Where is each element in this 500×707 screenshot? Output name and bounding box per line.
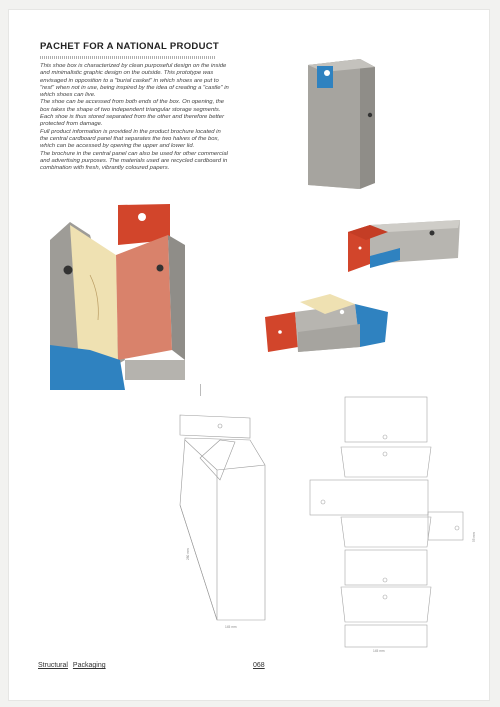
dieline-drawing (305, 392, 480, 654)
paragraph-3: Full product information is provided in the product brochure located in the central cardboard panel that separates the two halves of the box, which can be accessed by opening the upper and lower lid. (40, 128, 221, 150)
page-number: 068 (253, 662, 265, 669)
footer-section-a[interactable]: Structural (38, 662, 68, 669)
scale-mark (200, 384, 207, 396)
dieline-dimension-width: 145 mm (373, 649, 385, 653)
opened-lids-photo (260, 292, 395, 362)
open-box-photo (50, 200, 190, 390)
drawer-box-photo (340, 220, 465, 280)
closed-box-photo (300, 55, 382, 193)
footer-section (38, 662, 106, 669)
page-title: PACHET FOR A NATIONAL PRODUCT (40, 41, 219, 52)
drawing-dimension-height: 280 mm (186, 548, 190, 560)
paragraph-2: The shoe can be accessed from both ends of the box. On opening, the box takes the shape of two independent triangular storage segments. Each shoe is thus stored separated from the other and therefore better protected from damage. (40, 99, 225, 128)
footer-section-b[interactable]: Packaging (72, 662, 106, 669)
paragraph-1: This shoe box is characterized by clean purposeful design on the inside and minimalistic graphic design on the outside. This prototype was envisaged in opposition to a "burial casket" in which shoes are put to "rest" when not in use, being inspired by the idea of creating a "castle" in which shoes can live. (40, 63, 229, 99)
body-text (40, 63, 230, 172)
title-rule (40, 56, 216, 59)
drawing-dimension-width: 145 mm (225, 625, 237, 629)
box-line-drawing (175, 410, 275, 630)
paragraph-4: The brochure in the central panel can also be used for other commercial and advertising purposes. The materials used are recycled cardboard in combination with fresh, vibrantly coloured papers. (40, 150, 228, 172)
dieline-dimension-flap: 55 mm (472, 532, 476, 542)
